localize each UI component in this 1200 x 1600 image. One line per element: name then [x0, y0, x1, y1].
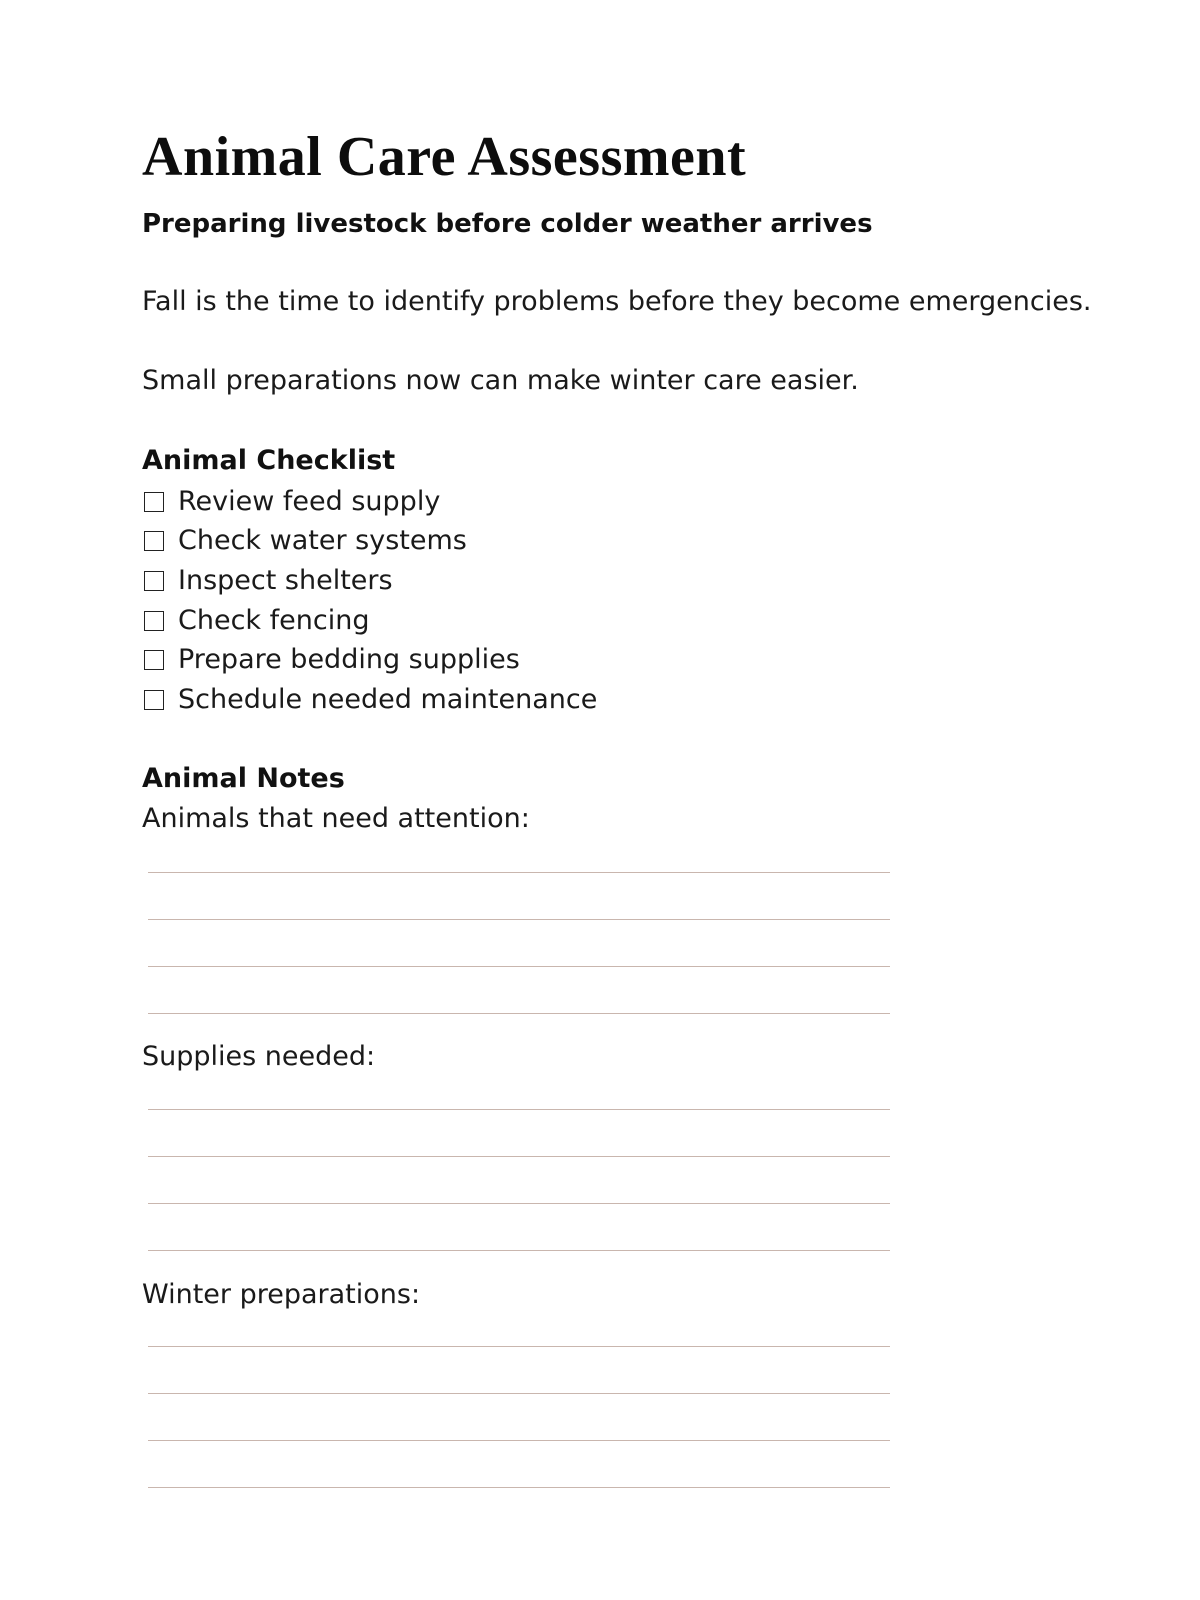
checklist-item-label: Check water systems: [178, 525, 467, 557]
checkbox[interactable]: [144, 690, 164, 710]
checklist-heading: Animal Checklist: [142, 445, 396, 476]
writing-line[interactable]: [148, 1440, 890, 1441]
checkbox[interactable]: [144, 492, 164, 512]
checklist-item[interactable]: [142, 561, 597, 601]
checklist-item-label: Review feed supply: [178, 485, 441, 517]
checklist-item-label: Schedule needed maintenance: [178, 683, 598, 715]
field-label-supplies-needed: Supplies needed:: [142, 1041, 376, 1072]
checklist-item-label: Inspect shelters: [178, 564, 393, 596]
intro-paragraph: Small preparations now can make winter care easier.: [142, 365, 859, 396]
checkbox[interactable]: [144, 650, 164, 670]
checkbox[interactable]: [144, 531, 164, 551]
writing-line[interactable]: [148, 1487, 890, 1488]
writing-line[interactable]: [148, 1156, 890, 1157]
page-title: Animal Care Assessment: [142, 126, 747, 188]
checklist-item[interactable]: [142, 482, 597, 522]
writing-line[interactable]: [148, 919, 890, 920]
writing-line[interactable]: [148, 1346, 890, 1347]
notes-heading: Animal Notes: [142, 763, 345, 794]
page-subtitle: Preparing livestock before colder weather arrives: [142, 209, 873, 239]
checklist-item-label: Prepare bedding supplies: [178, 644, 520, 676]
checkbox[interactable]: [144, 611, 164, 631]
animal-checklist: [142, 482, 597, 720]
checklist-item[interactable]: [142, 522, 597, 562]
writing-line[interactable]: [148, 1109, 890, 1110]
intro-paragraph: Fall is the time to identify problems before they become emergencies.: [142, 286, 1092, 317]
field-label-winter-preparations: Winter preparations:: [142, 1279, 421, 1310]
writing-line[interactable]: [148, 1250, 890, 1251]
writing-line[interactable]: [148, 1013, 890, 1014]
writing-line[interactable]: [148, 966, 890, 967]
writing-line[interactable]: [148, 1393, 890, 1394]
writing-line[interactable]: [148, 872, 890, 873]
writing-line[interactable]: [148, 1203, 890, 1204]
field-label-animals-attention: Animals that need attention:: [142, 803, 530, 834]
checklist-item[interactable]: [142, 640, 597, 680]
checkbox[interactable]: [144, 571, 164, 591]
checklist-item[interactable]: [142, 601, 597, 641]
checklist-item[interactable]: [142, 680, 597, 720]
checklist-item-label: Check fencing: [178, 604, 370, 636]
